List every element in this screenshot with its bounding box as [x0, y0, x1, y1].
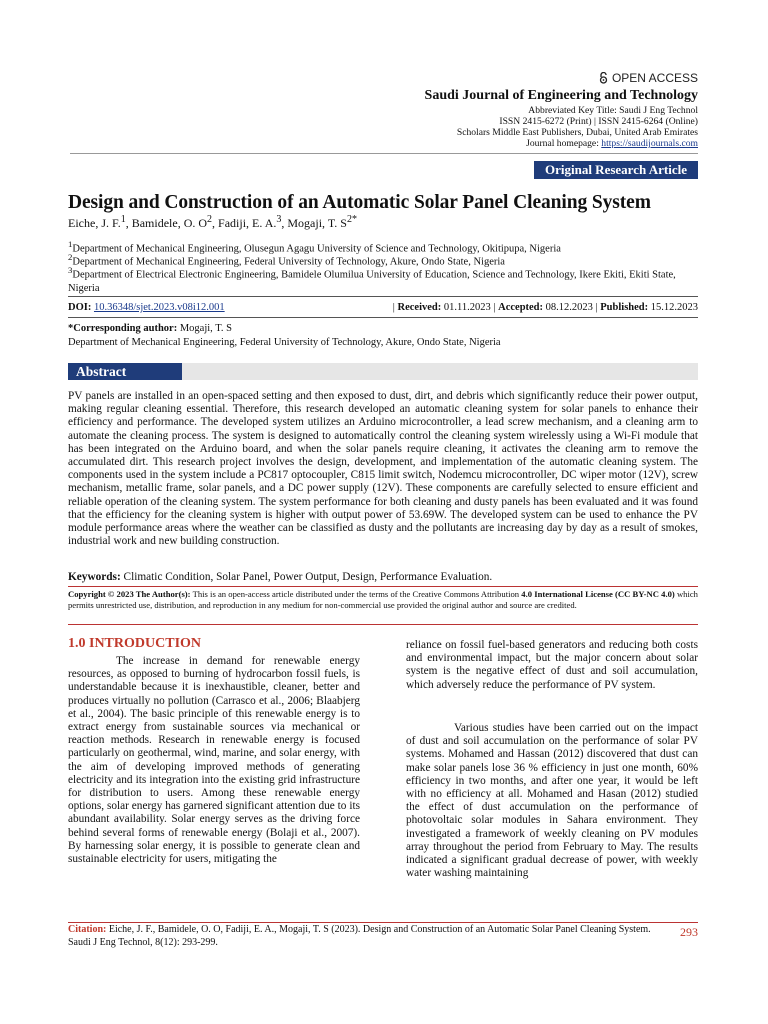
- citation: [68, 924, 658, 949]
- journal-homepage: [526, 138, 698, 150]
- corresponding-label: *Corresponding author:: [68, 323, 180, 334]
- affiliation-text: Department of Mechanical Engineering, Federal University of Technology, Akure, Ondo State, Nigeria: [72, 256, 505, 268]
- author-affiliation-mark: 1: [120, 214, 126, 225]
- affiliation-mark: 3: [68, 265, 73, 275]
- article-title: Design and Construction of an Automatic Solar Panel Cleaning System: [68, 192, 651, 213]
- corresponding-name: Mogaji, T. S: [179, 323, 232, 334]
- doi-dates-line: [68, 302, 698, 313]
- homepage-label: Journal homepage:: [526, 138, 602, 149]
- citation-text: Eiche, J. F., Bamidele, O. O, Fadiji, E. A., Mogaji, T. S (2023). Design and Construction of an Automatic Solar Panel Cleaning System. Saudi J Eng Technol, 8(12): 293-299.: [68, 924, 651, 948]
- copyright-title: Copyright © 2023 The Author(s):: [68, 589, 191, 599]
- copyright-divider: [68, 624, 698, 625]
- author-affiliation-mark: 3: [276, 214, 282, 225]
- author-name: Eiche, J. F.: [68, 216, 121, 230]
- affiliation-mark: 1: [68, 239, 73, 249]
- doi: [68, 302, 225, 313]
- affiliation-text: Department of Electrical Electronic Engineering, Bamidele Olumilua University of Education, Science and Technology, Ikere Ekiti, Ekiti State, Nigeria: [68, 269, 676, 294]
- corresponding-dept: Department of Mechanical Engineering, Federal University of Technology, Akure, Ondo State, Nigeria: [68, 337, 501, 348]
- doi-divider-top: [68, 296, 698, 297]
- published-date: 15.12.2023: [650, 302, 698, 313]
- license-name: 4.0 International License (CC BY-NC 4.0): [521, 589, 675, 599]
- copyright-text: This is an open-access article distributed under the terms of the Creative Commons Attribution: [190, 589, 522, 599]
- received-label: Received:: [397, 302, 444, 313]
- accepted-label: Accepted:: [498, 302, 546, 313]
- intro-paragraph-right-1: reliance on fossil fuel-based generators and reducing both costs and environmental impact, but the major concern about solar system is the negative effect of dust and soil accumulation, which adversely reduce the performance of PV system.: [406, 639, 698, 691]
- corresponding-author: [68, 322, 501, 350]
- published-label: Published:: [600, 302, 651, 313]
- open-access-label: OPEN ACCESS: [611, 71, 698, 85]
- open-access-badge: [599, 71, 698, 85]
- author-list: Eiche, J. F.$^1$, Bamidele, O. $O^2$, Fadiji, E. A.$^3$, Mogaji, T. $S^{2*}$: [68, 214, 357, 230]
- abstract-text: PV panels are installed in an open-spaced setting and then exposed to dust, dirt, and debris which significantly reduce their power output, making regular cleaning essential. Therefore, this research developed an automatic cleaning system for solar panels to enhance their efficiency and performance. The developed system utilizes an Arduino microcontroller, a lead screw mechanism, and a cleaning arm to automate the cleaning process. The system is designed to automatically control the cleaning system wirelessly using a Wi-Fi module that has been integrated on the Arduino board, and when the solar panels require cleaning, it activates the cleaning arm to remove the accumulated dirt. This research project involves the design, development, and implementation of the automatic cleaning system. The components used in the system include a PC817 optocoupler, C815 limit switch, Nodemcu microcontroller, DC wiper motor (12V), screw mechanism, metallic frame, solar panels, and a DC power supply (12V). These components are carefully selected to ensure efficient and reliable operation of the cleaning system. The system performance for both cleaning and dusty panels has been evaluated and it was found that the efficiency for the cleaning system is higher with output power of 53.69W. The developed system can be used to enhance the PV module performance areas where the weather can be classified as dusty and the pollutants are increasing day by day as a result of smokes, industrial work and new building construction.: [68, 390, 698, 548]
- author-name: Mogaji, T. S: [287, 216, 347, 230]
- affiliation-mark: 2: [68, 252, 73, 262]
- page-number: 293: [680, 925, 698, 939]
- author-name: Fadiji, E. A.: [218, 216, 277, 230]
- homepage-link[interactable]: https://saudijournals.com: [601, 138, 698, 149]
- accepted-date: 08.12.2023: [545, 302, 593, 313]
- header-divider: [70, 153, 698, 154]
- affiliation: [68, 264, 698, 295]
- author-name: Bamidele, O. O: [131, 216, 208, 230]
- doi-divider-bottom: [68, 317, 698, 318]
- keywords: [68, 571, 698, 585]
- journal-issn: ISSN 2415-6272 (Print) | ISSN 2415-6264 (Online): [499, 116, 698, 127]
- doi-link[interactable]: 10.36348/sjet.2023.v08i12.001: [93, 302, 225, 313]
- journal-abbrev-title: Abbreviated Key Title: Saudi J Eng Technol: [528, 105, 698, 116]
- copyright-text: which permits unrestricted use, distribution, and reproduction in any medium for non-commercial use provided the original author and source are credited.: [68, 589, 698, 610]
- intro-paragraph-left: The increase in demand for renewable energy resources, as opposed to burning of hydrocarbon fossil fuels, is understandable because it is inexhaustible, cleaner, better and produces virtually no pollution (Carrasco et al., 2006; Blaabjerg et al., 2004). The basic principle of this renewable energy is to extract energy from sustainable sources via mechanical or reaction methods. Research in renewable energy is focused particularly on geothermal, wind, marine, and solar energy, with the aim of developing improved methods of generating electricity and its integration into the existing grid infrastructure for distribution to users. Among these renewable energy options, solar energy has garnered significant attention due to its abundant availability. Solar energy serves as the driving force behind several forms of renewable energy (Bolaji et al., 2007). By harnessing solar energy, it is possible to generate clean and sustainable electricity for users, mitigating the: [68, 655, 360, 866]
- footer-divider: [68, 922, 698, 923]
- author-affiliation-mark: 2: [207, 214, 213, 225]
- doi-label: DOI:: [68, 302, 94, 313]
- copyright-notice: [68, 589, 698, 611]
- keywords-list: Climatic Condition, Solar Panel, Power Output, Design, Performance Evaluation.: [123, 571, 493, 583]
- received-date: 01.11.2023: [443, 302, 491, 313]
- affiliation-text: Department of Mechanical Engineering, Olusegun Agagu University of Science and Technology, Okitipupa, Nigeria: [72, 243, 561, 255]
- keywords-divider: [68, 586, 698, 587]
- open-access-lock-icon: [599, 72, 608, 84]
- intro-paragraph-right-2: Various studies have been carried out on the impact of dust and soil accumulation on the performance of solar PV systems. Mohamed and Hassan (2012) discovered that dust can make solar panels lose 36 % efficiency in just one month, 60% efficiency in two months, and after one year, it would be left with no efficiency at all. Mohamed and Hasan (2012) studied the effect of dust accumulation on the performance of photovoltaic solar modules in Sahara environment. They investigated a framework of weekly cleaning on PV modules array throughout the period from February to May. The results indicated a significant gradual decrease of power, with weekly water washing maintaining: [406, 722, 698, 880]
- keywords-label: Keywords:: [68, 571, 124, 583]
- publication-dates: | Received: 01.11.2023 | Accepted: 08.12.2023 | Published: 15.12.2023: [392, 302, 698, 313]
- journal-name: Saudi Journal of Engineering and Technology: [424, 88, 698, 103]
- article-type-badge: Original Research Article: [534, 161, 698, 179]
- citation-label: Citation:: [68, 924, 107, 935]
- author-affiliation-mark: 2*: [346, 214, 357, 225]
- section-heading-introduction: 1.0 INTRODUCTION: [68, 636, 202, 651]
- journal-publisher: Scholars Middle East Publishers, Dubai, United Arab Emirates: [456, 127, 698, 138]
- abstract-heading: Abstract: [68, 363, 182, 380]
